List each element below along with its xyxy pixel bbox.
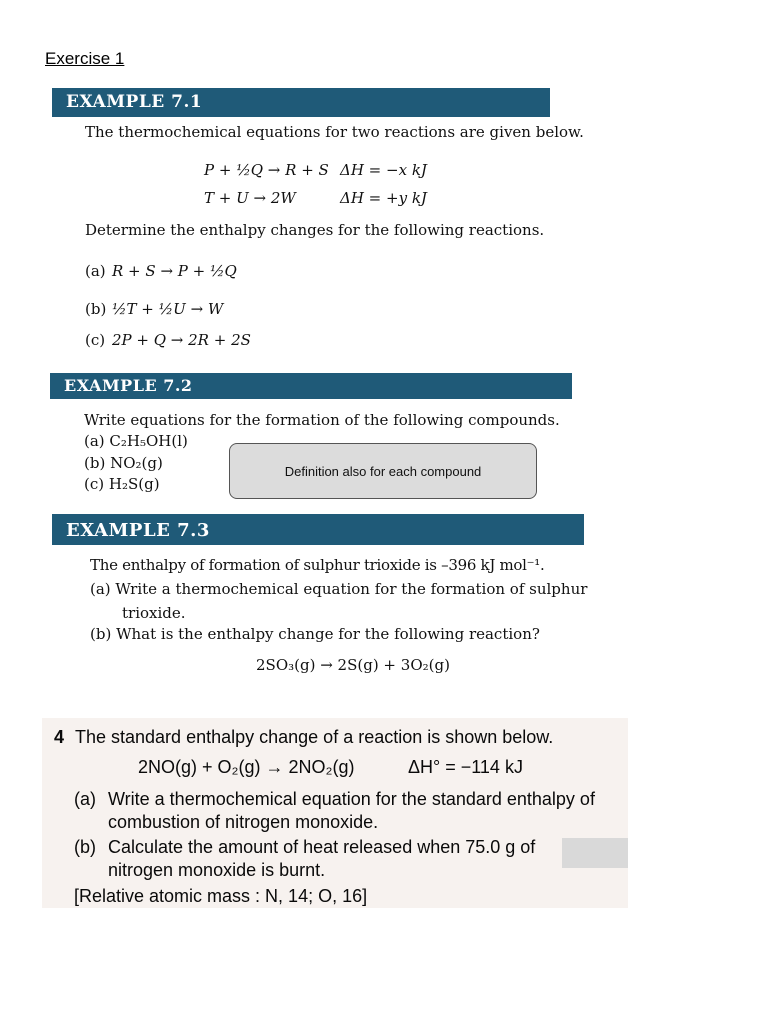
example-7-1-intro: The thermochemical equations for two reactions are given below. <box>85 123 584 141</box>
example-7-3-intro: The enthalpy of formation of sulphur trioxide is –396 kJ mol⁻¹. <box>90 556 545 574</box>
question-4-b-line2: nitrogen monoxide is burnt. <box>108 860 326 880</box>
part-b-equation: ½T + ½U → W <box>112 300 224 318</box>
question-4-a-line1: Write a thermochemical equation for the standard enthalpy of <box>108 789 595 809</box>
example-7-2-banner: EXAMPLE 7.2 <box>50 373 572 399</box>
compound-a: (a) C₂H₅OH(l) <box>84 432 188 450</box>
question-4-equation: 2NO(g) + O₂(g) → 2NO₂(g) <box>138 757 355 777</box>
part-b-label: (b) <box>85 300 107 318</box>
definition-callout: Definition also for each compound <box>229 443 537 499</box>
example-7-3-equation: 2SO₃(g) → 2S(g) + 3O₂(g) <box>256 656 450 674</box>
question-4-note: [Relative atomic mass : N, 14; O, 16] <box>74 886 368 906</box>
exercise-title: Exercise 1 <box>45 49 125 68</box>
example-7-3-part-a-cont: trioxide. <box>122 604 186 622</box>
example-7-1-banner: EXAMPLE 7.1 <box>52 88 550 117</box>
part-c-equation: 2P + Q → 2R + 2S <box>112 331 251 349</box>
equation-1-enthalpy: ΔH = −x kJ <box>340 161 427 179</box>
question-4-a-line2: combustion of nitrogen monoxide. <box>108 812 379 832</box>
question-4-b-label: (b) <box>74 837 96 857</box>
compound-c: (c) H₂S(g) <box>84 475 160 493</box>
example-7-2-intro: Write equations for the formation of the following compounds. <box>84 411 560 429</box>
example-7-3-part-b: (b) What is the enthalpy change for the following reaction? <box>90 625 540 643</box>
example-7-1 <box>52 88 584 318</box>
equation-1: P + ½Q → R + S <box>204 161 329 179</box>
part-a-equation: R + S → P + ½Q <box>112 262 237 280</box>
equation-2: T + U → 2W <box>204 189 296 207</box>
question-4-enthalpy: ΔH° = −114 kJ <box>408 757 523 777</box>
part-a-label: (a) <box>85 262 106 280</box>
scan-shadow <box>562 838 628 868</box>
question-4-number: 4 <box>54 727 65 747</box>
example-7-3-banner: EXAMPLE 7.3 <box>52 514 584 545</box>
example-7-1-prompt: Determine the enthalpy changes for the following reactions. <box>85 221 545 239</box>
question-4-b-line1: Calculate the amount of heat released when 75.0 g of <box>108 837 536 857</box>
question-4-a-label: (a) <box>74 789 96 809</box>
example-7-3-part-a: (a) Write a thermochemical equation for the formation of sulphur <box>90 580 588 598</box>
compound-b: (b) NO₂(g) <box>84 454 163 472</box>
question-4-stem: The standard enthalpy change of a reaction is shown below. <box>75 727 554 747</box>
equation-2-enthalpy: ΔH = +y kJ <box>340 189 427 207</box>
part-c-label: (c) <box>85 331 106 349</box>
